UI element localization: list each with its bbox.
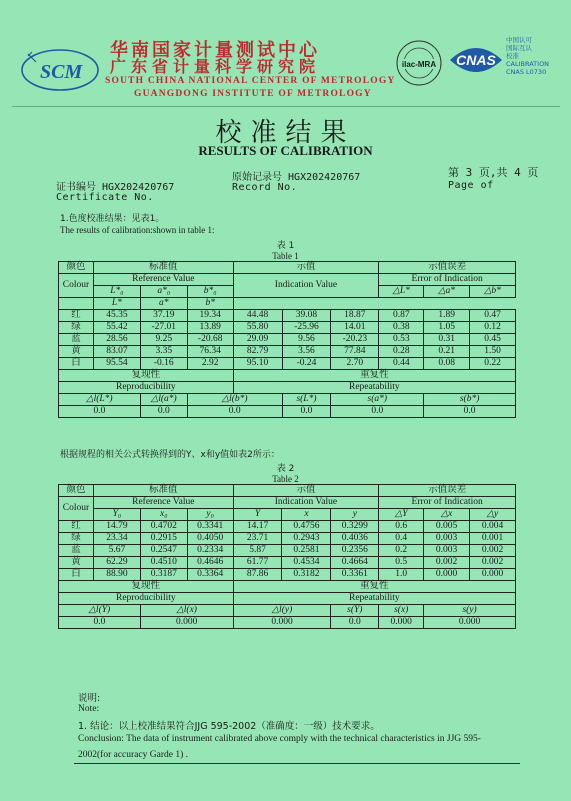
table-cell: 0.31: [424, 334, 470, 346]
table-cell: 0.22: [470, 358, 516, 370]
table-cell: 55.42: [93, 322, 140, 334]
table1-caption-en: Table 1: [272, 251, 299, 261]
table-cell: 83.07: [93, 346, 140, 358]
table-cell: 55.80: [233, 322, 282, 334]
row-colour: 蓝: [59, 334, 94, 346]
header-error-cn: 示值误差: [379, 485, 516, 497]
header-reference-cn: 标准值: [93, 485, 233, 497]
repeat-sub: s(a*): [331, 394, 424, 406]
table-cell: 19.34: [187, 310, 233, 322]
table-cell: 0.003: [424, 533, 470, 545]
table-cell: 0.001: [470, 533, 516, 545]
table-cell: 0.3361: [331, 569, 379, 581]
table-cell: 0.2: [379, 545, 424, 557]
table-cell: 0.4702: [140, 521, 187, 533]
table-cell: 14.01: [331, 322, 379, 334]
table-cell: 77.84: [331, 346, 379, 358]
table-cell: -0.16: [140, 358, 187, 370]
table-cell: 0.44: [379, 358, 424, 370]
table-cell: 14.79: [93, 521, 140, 533]
repeat-value: 0.000: [379, 617, 424, 629]
table-cell: -20.23: [331, 334, 379, 346]
repeat-value: 0.0: [424, 406, 516, 418]
repro-value: 0.000: [140, 617, 233, 629]
header-error-cn: 示值误差: [379, 262, 516, 274]
repeatability-cn: 重复性: [233, 370, 515, 382]
table-row: [59, 545, 516, 557]
page-title-en: RESULTS OF CALIBRATION: [198, 143, 373, 158]
subheader: y: [331, 509, 379, 521]
repro-value: 0.000: [233, 617, 331, 629]
subheader: y₀: [187, 509, 233, 521]
row-colour: 绿: [59, 533, 94, 545]
header-reference-en: Reference Value: [93, 274, 233, 286]
repro-value: 0.0: [59, 617, 141, 629]
table-cell: 87.86: [233, 569, 282, 581]
table-cell: 23.71: [233, 533, 282, 545]
table-cell: 0.3187: [140, 569, 187, 581]
page-number: 第 3 页,共 4 页: [448, 166, 539, 179]
table-cell: 9.25: [140, 334, 187, 346]
repeat-sub: s(b*): [424, 394, 516, 406]
conclusion-en: Conclusion: The data of instrument calibrated above comply with the technical characteristics in JJG 595-: [78, 734, 481, 744]
table-cell: 0.4756: [282, 521, 331, 533]
row-colour: 黄: [59, 557, 94, 569]
table-cell: 0.87: [379, 310, 424, 322]
reproducibility-cn: 复现性: [59, 370, 234, 382]
repeat-value: 0.0: [331, 406, 424, 418]
repro-sub: △l(L*): [59, 394, 141, 406]
subheader: a*₀: [140, 286, 187, 298]
subheader: △b*: [470, 286, 516, 298]
header-reference-cn: 标准值: [93, 262, 233, 274]
table-cell: 76.34: [187, 346, 233, 358]
table-cell: -25.96: [282, 322, 331, 334]
conclusion-en-cont: 2002(for accuracy Garde 1) .: [78, 750, 188, 760]
table-cell: 13.89: [187, 322, 233, 334]
row-colour: 蓝: [59, 545, 94, 557]
table-cell: 1.05: [424, 322, 470, 334]
cnas-caption: 中国认可 国际互认 校准 CALIBRATION CNAS L0730: [506, 36, 550, 76]
table-cell: 0.003: [424, 545, 470, 557]
table-cell: 0.4050: [187, 533, 233, 545]
reproducibility-cn: 复现性: [59, 581, 234, 593]
repro-value: 0.0: [187, 406, 282, 418]
table-cell: 0.38: [379, 322, 424, 334]
table-cell: 0.000: [424, 569, 470, 581]
repro-value: 0.0: [140, 406, 187, 418]
table-cell: -0.24: [282, 358, 331, 370]
table-row: [59, 346, 516, 358]
table-cell: 28.56: [93, 334, 140, 346]
row-colour: 黄: [59, 346, 94, 358]
table-cell: 0.3341: [187, 521, 233, 533]
table-row: [59, 358, 516, 370]
header-indication-cn: 示值: [233, 485, 379, 497]
table-cell: 0.6: [379, 521, 424, 533]
table-cell: 39.08: [282, 310, 331, 322]
subheader: b*: [187, 298, 233, 310]
table-cell: -27.01: [140, 322, 187, 334]
table-cell: 0.2915: [140, 533, 187, 545]
table-cell: 1.50: [470, 346, 516, 358]
table-row: [59, 557, 516, 569]
table-cell: 44.48: [233, 310, 282, 322]
page-title-cn: 校准结果: [215, 118, 356, 148]
subheader: Y₀: [93, 509, 140, 521]
table-1: [58, 261, 516, 418]
subheader: L*: [93, 298, 140, 310]
subheader: a*: [140, 298, 187, 310]
header-error-en: Error of Indication: [379, 274, 516, 286]
table-cell: 0.45: [470, 334, 516, 346]
table1-caption-cn: 表 1: [276, 241, 295, 251]
subheader: Y: [233, 509, 282, 521]
subheader: b*₀: [187, 286, 233, 298]
header-indication-en: Indication Value: [233, 497, 379, 509]
table-cell: 0.4534: [282, 557, 331, 569]
table-cell: 0.002: [424, 557, 470, 569]
table-cell: 0.53: [379, 334, 424, 346]
table-cell: 0.002: [470, 545, 516, 557]
section1-cn: 1.色度校准结果：见表1。: [60, 214, 165, 224]
table-cell: 0.4664: [331, 557, 379, 569]
institution-en-line1: SOUTH CHINA NATIONAL CENTER OF METROLOGY: [105, 76, 396, 86]
header-colour-en: Colour: [59, 274, 94, 298]
table-cell: 0.005: [424, 521, 470, 533]
header-colour-cn: 颜色: [59, 485, 94, 497]
table-cell: 0.3299: [331, 521, 379, 533]
subheader: △y: [470, 509, 516, 521]
table-cell: 0.3364: [187, 569, 233, 581]
repro-sub: △l(b*): [187, 394, 282, 406]
subheader: L*₀: [93, 286, 140, 298]
table-cell: 0.2581: [282, 545, 331, 557]
table-cell: 0.28: [379, 346, 424, 358]
table-cell: 95.54: [93, 358, 140, 370]
scm-logo: [18, 42, 102, 94]
table-row: [59, 334, 516, 346]
table-row: [59, 521, 516, 533]
repeatability-en: Repeatability: [233, 593, 515, 605]
section2-cn: 根据规程的相关公式转换得到的Y、x和y值如表2所示：: [60, 450, 280, 460]
table-cell: 0.2356: [331, 545, 379, 557]
reproducibility-en: Reproducibility: [59, 593, 234, 605]
certificate-no-en: Certificate No.: [56, 192, 154, 203]
subheader: △a*: [424, 286, 470, 298]
header-reference-en: Reference Value: [93, 497, 233, 509]
institution-cn-line2: 广东省计量科学研究院: [110, 57, 321, 76]
table-row: [59, 533, 516, 545]
repeat-sub: s(Y): [331, 605, 379, 617]
subheader: x₀: [140, 509, 187, 521]
header-colour-en: Colour: [59, 497, 94, 521]
svg-text:CNAS: CNAS: [456, 52, 496, 68]
table-cell: 0.12: [470, 322, 516, 334]
record-no: 原始记录号 HGX202420767: [232, 172, 361, 183]
note-heading-en: Note:: [78, 704, 100, 714]
repro-value: 0.0: [59, 406, 141, 418]
footer-rule: [74, 763, 520, 764]
repeat-sub: s(x): [379, 605, 424, 617]
ilac-mra-logo: [394, 38, 444, 88]
table-cell: 2.92: [187, 358, 233, 370]
institution-cn-line1: 华南国家计量测试中心: [110, 40, 320, 61]
table-cell: 0.4036: [331, 533, 379, 545]
table-cell: 0.47: [470, 310, 516, 322]
page-number-en: Page of: [448, 180, 494, 191]
svg-text:SCM: SCM: [40, 61, 83, 83]
table-cell: 1.0: [379, 569, 424, 581]
table-cell: 14.17: [233, 521, 282, 533]
row-colour: 白: [59, 569, 94, 581]
table-row: [59, 569, 516, 581]
table-cell: 0.2943: [282, 533, 331, 545]
table-cell: 0.08: [424, 358, 470, 370]
repeat-value: 0.0: [282, 406, 331, 418]
repro-sub: △l(y): [233, 605, 331, 617]
repeat-sub: s(y): [424, 605, 516, 617]
table-cell: 0.4: [379, 533, 424, 545]
certificate-no: 证书编号 HGX202420767: [56, 182, 175, 193]
table-cell: 95.10: [233, 358, 282, 370]
table-cell: 9.56: [282, 334, 331, 346]
table-cell: 62.29: [93, 557, 140, 569]
repeatability-en: Repeatability: [233, 382, 515, 394]
repeatability-cn: 重复性: [233, 581, 515, 593]
note-heading-cn: 说明:: [78, 693, 101, 704]
header-indication-cn: 示值: [233, 262, 379, 274]
row-colour: 红: [59, 521, 94, 533]
row-colour: 红: [59, 310, 94, 322]
repeat-value: 0.000: [424, 617, 516, 629]
reproducibility-en: Reproducibility: [59, 382, 234, 394]
table-cell: 0.004: [470, 521, 516, 533]
repeat-value: 0.0: [331, 617, 379, 629]
table-2: [58, 484, 516, 629]
table-cell: 3.56: [282, 346, 331, 358]
cnas-logo: [446, 42, 506, 78]
table-cell: 82.79: [233, 346, 282, 358]
table-cell: 61.77: [233, 557, 282, 569]
table-cell: 0.2334: [187, 545, 233, 557]
subheader: △x: [424, 509, 470, 521]
table-cell: 0.4646: [187, 557, 233, 569]
table-cell: 0.3182: [282, 569, 331, 581]
table-cell: 1.89: [424, 310, 470, 322]
subheader: x: [282, 509, 331, 521]
table-cell: 0.000: [470, 569, 516, 581]
header-error-en: Error of Indication: [379, 497, 516, 509]
conclusion-cn: 1. 结论：以上校准结果符合JJG 595-2002（准确度：一级）技术要求。: [78, 721, 380, 732]
table-cell: 0.4510: [140, 557, 187, 569]
table-cell: 5.67: [93, 545, 140, 557]
header-divider: [12, 106, 560, 107]
institution-en-line2: GUANGDONG INSTITUTE OF METROLOGY: [134, 89, 372, 99]
table-cell: 37.19: [140, 310, 187, 322]
table-cell: 29.09: [233, 334, 282, 346]
table-cell: 0.2547: [140, 545, 187, 557]
table-cell: 2.70: [331, 358, 379, 370]
table-cell: 5.87: [233, 545, 282, 557]
table-cell: 45.35: [93, 310, 140, 322]
header-colour-cn: 颜色: [59, 262, 94, 274]
table-cell: 18.87: [331, 310, 379, 322]
table2-caption-en: Table 2: [272, 474, 299, 484]
table-row: [59, 322, 516, 334]
table2-caption-cn: 表 2: [276, 464, 295, 474]
table-cell: -20.68: [187, 334, 233, 346]
subheader: △L*: [379, 286, 424, 298]
table1-body: [59, 310, 516, 370]
table-cell: 0.5: [379, 557, 424, 569]
table-row: [59, 310, 516, 322]
repro-sub: △l(Y): [59, 605, 141, 617]
repeat-sub: s(L*): [282, 394, 331, 406]
row-colour: 绿: [59, 322, 94, 334]
header-indication-en: Indication Value: [233, 274, 379, 298]
table-cell: 0.21: [424, 346, 470, 358]
table-cell: 0.002: [470, 557, 516, 569]
table2-body: [59, 521, 516, 581]
svg-text:ilac-MRA: ilac-MRA: [401, 60, 437, 69]
table-cell: 23.34: [93, 533, 140, 545]
row-colour: 白: [59, 358, 94, 370]
subheader: △Y: [379, 509, 424, 521]
section1-en: The results of calibration:shown in table 1:: [60, 225, 215, 235]
repro-sub: △l(a*): [140, 394, 187, 406]
record-no-en: Record No.: [232, 182, 298, 193]
table-cell: 3.35: [140, 346, 187, 358]
table-cell: 88.90: [93, 569, 140, 581]
repro-sub: △l(x): [140, 605, 233, 617]
